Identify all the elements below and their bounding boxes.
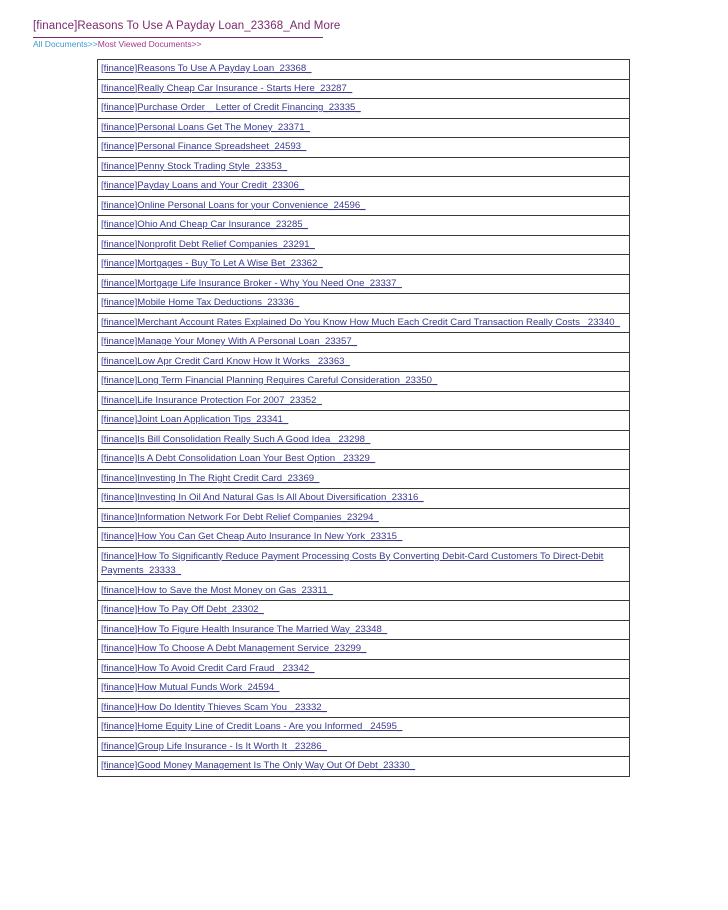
document-link[interactable]: [finance]How To Figure Health Insurance The Married Way_23348_ bbox=[101, 623, 388, 635]
list-item bbox=[98, 431, 629, 451]
document-link[interactable]: [finance]Personal Finance Spreadsheet_24593_ bbox=[101, 141, 307, 152]
list-item bbox=[98, 718, 629, 738]
document-link[interactable]: [finance]Merchant Account Rates Explained Do You Know How Much Each Credit Card Transaction Really Costs _23340_ bbox=[101, 316, 620, 328]
document-link[interactable]: [finance]Ohio And Cheap Car Insurance_23285_ bbox=[101, 219, 308, 230]
document-link[interactable]: [finance]Life Insurance Protection For 2007_23352_ bbox=[101, 394, 322, 406]
list-item bbox=[98, 548, 629, 582]
list-item bbox=[98, 679, 629, 699]
list-item bbox=[98, 660, 629, 680]
list-item bbox=[98, 216, 629, 236]
list-item bbox=[98, 333, 629, 353]
document-link[interactable]: [finance]Mortgage Life Insurance Broker - Why You Need One_23337_ bbox=[101, 277, 402, 289]
list-item bbox=[98, 372, 629, 392]
list-item bbox=[98, 640, 629, 660]
document-link[interactable]: [finance]Purchase Order _ Letter of Credit Financing_23335_ bbox=[101, 102, 361, 113]
list-item bbox=[98, 99, 629, 119]
list-item bbox=[98, 177, 629, 197]
list-item bbox=[98, 621, 629, 641]
list-item bbox=[98, 757, 629, 776]
list-item bbox=[98, 582, 629, 602]
list-item bbox=[98, 138, 629, 158]
document-link[interactable]: [finance]How To Pay Off Debt_23302_ bbox=[101, 604, 264, 615]
document-link[interactable]: [finance]How To Avoid Credit Card Fraud _23342_ bbox=[101, 662, 315, 674]
document-link[interactable]: [finance]Manage Your Money With A Personal Loan_23357_ bbox=[101, 336, 358, 347]
document-link[interactable]: [finance]Nonprofit Debt Relief Companies_23291_ bbox=[101, 238, 315, 250]
page-title: [finance]Reasons To Use A Payday Loan_23368_And More bbox=[33, 20, 341, 32]
document-link[interactable]: [finance]Mobile Home Tax Deductions_23336_ bbox=[101, 297, 300, 308]
list-item bbox=[98, 314, 629, 334]
document-link[interactable]: [finance]Long Term Financial Planning Requires Careful Consideration_23350_ bbox=[101, 375, 438, 386]
document-link[interactable]: [finance]Home Equity Line of Credit Loans - Are you Informed _24595_ bbox=[101, 721, 403, 732]
document-link[interactable]: [finance]How Mutual Funds Work_24594_ bbox=[101, 682, 280, 693]
list-item bbox=[98, 197, 629, 217]
document-link[interactable]: [finance]Information Network For Debt Relief Companies_23294_ bbox=[101, 511, 379, 523]
list-item bbox=[98, 601, 629, 621]
breadcrumb bbox=[33, 39, 202, 49]
document-link[interactable]: [finance]Low Apr Credit Card Know How It Works _23363_ bbox=[101, 355, 350, 367]
document-link[interactable]: [finance]Personal Loans Get The Money_23371_ bbox=[101, 121, 310, 133]
document-link[interactable]: [finance]Group Life Insurance - Is It Worth It _23286_ bbox=[101, 740, 327, 752]
list-item bbox=[98, 392, 629, 412]
document-link[interactable]: [finance]Is A Debt Consolidation Loan Your Best Option _23329_ bbox=[101, 453, 376, 464]
breadcrumb-most-viewed[interactable]: Most Viewed Documents>> bbox=[97, 39, 202, 49]
list-item bbox=[98, 509, 629, 529]
document-list bbox=[97, 59, 630, 777]
list-item bbox=[98, 411, 629, 431]
list-item bbox=[98, 275, 629, 295]
document-link[interactable]: [finance]Mortgages - Buy To Let A Wise Bet_23362_ bbox=[101, 258, 323, 269]
list-item bbox=[98, 294, 629, 314]
list-item bbox=[98, 236, 629, 256]
title-underline bbox=[33, 37, 323, 38]
list-item bbox=[98, 353, 629, 373]
list-item bbox=[98, 255, 629, 275]
list-item bbox=[98, 158, 629, 178]
list-item bbox=[98, 119, 629, 139]
document-link[interactable]: [finance]How You Can Get Cheap Auto Insurance In New York_23315_ bbox=[101, 531, 403, 542]
document-link[interactable]: [finance]Joint Loan Application Tips_23341_ bbox=[101, 414, 289, 425]
document-link[interactable]: [finance]How To Significantly Reduce Payment Processing Costs By Converting Debit-Card Customers To Direct-Debit Payments_23333_ bbox=[101, 550, 604, 576]
list-item bbox=[98, 470, 629, 490]
document-link[interactable]: [finance]Investing In Oil And Natural Gas Is All About Diversification_23316_ bbox=[101, 492, 424, 503]
document-link[interactable]: [finance]Online Personal Loans for your Convenience_24596_ bbox=[101, 199, 366, 211]
document-link[interactable]: [finance]Investing In The Right Credit Card_23369_ bbox=[101, 472, 320, 484]
document-link[interactable]: [finance]Is Bill Consolidation Really Such A Good Idea _23298_ bbox=[101, 433, 371, 445]
document-link[interactable]: [finance]Really Cheap Car Insurance - Starts Here_23287_ bbox=[101, 82, 353, 94]
list-item bbox=[98, 738, 629, 758]
document-link[interactable]: [finance]How Do Identity Thieves Scam You _23332_ bbox=[101, 701, 327, 713]
list-item bbox=[98, 80, 629, 100]
list-item bbox=[98, 450, 629, 470]
list-item bbox=[98, 60, 629, 80]
breadcrumb-all-documents[interactable]: All Documents>> bbox=[33, 39, 98, 49]
list-item bbox=[98, 699, 629, 719]
document-link[interactable]: [finance]Penny Stock Trading Style_23353_ bbox=[101, 160, 288, 172]
document-link[interactable]: [finance]Reasons To Use A Payday Loan_23368_ bbox=[101, 63, 312, 74]
document-link[interactable]: [finance]How to Save the Most Money on Gas_23311_ bbox=[101, 584, 333, 596]
document-link[interactable]: [finance]How To Choose A Debt Management Service_23299_ bbox=[101, 643, 367, 654]
document-link[interactable]: [finance]Payday Loans and Your Credit_23306_ bbox=[101, 180, 305, 191]
list-item bbox=[98, 528, 629, 548]
list-item bbox=[98, 489, 629, 509]
document-link[interactable]: [finance]Good Money Management Is The Only Way Out Of Debt_23330_ bbox=[101, 760, 416, 771]
